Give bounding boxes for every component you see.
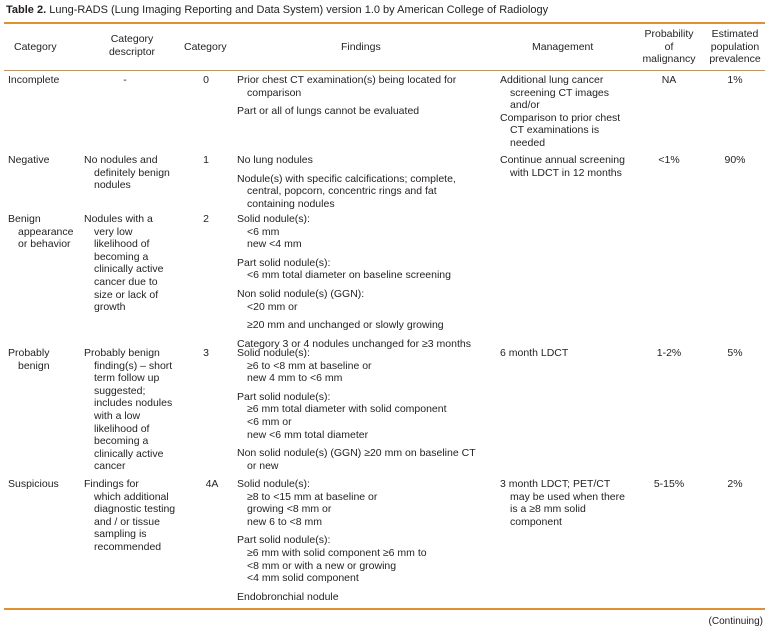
row-probably-descriptor: Probably benign finding(s) – short term follow up suggested; includes nodules with a low likelihood of becoming a clinically active cancer — [84, 347, 173, 473]
row-negative-probability: <1% — [658, 154, 680, 166]
top-rule — [4, 22, 765, 24]
caption-label: Table 2. — [6, 4, 47, 16]
row-negative-management: Continue annual screening with LDCT in 12 months — [500, 154, 625, 179]
row-incomplete-category: Incomplete — [8, 74, 60, 86]
row-suspicious-category: Suspicious — [8, 478, 59, 490]
header-findings: Findings — [341, 41, 381, 53]
header-management: Management — [532, 41, 594, 53]
row-negative-descriptor: No nodules and definitely benign nodules — [84, 154, 170, 192]
row-suspicious-management: 3 month LDCT; PET/CT may be used when there is a ≥8 mm solid component — [500, 478, 625, 528]
table-caption — [6, 4, 548, 16]
header-rule — [4, 70, 765, 71]
row-probably-category: Probably benign — [8, 347, 50, 372]
row-incomplete-findings: Prior chest CT examination(s) being located for comparison Part or all of lungs cannot be evaluated — [237, 74, 457, 118]
row-suspicious-findings: Solid nodule(s): ≥8 to <15 mm at baseline or growing <8 mm or new 6 to <8 mm Part solid nodule(s): ≥6 mm with solid component ≥6 mm to <8 mm or with a new or growing <4 mm solid component Endobronchial nodule — [237, 478, 427, 603]
row-probably-prevalence: 5% — [727, 347, 743, 359]
row-benign-descriptor: Nodules with a very low likelihood of becoming a clinically active cancer due to size or lack of growth — [84, 213, 164, 314]
row-probably-probability: 1-2% — [656, 347, 682, 359]
header-descriptor: Category descriptor — [108, 33, 156, 58]
row-benign-number: 2 — [203, 213, 209, 225]
row-probably-number: 3 — [203, 347, 209, 359]
header-category-number: Category — [184, 41, 227, 53]
row-suspicious-probability: 5-15% — [653, 478, 685, 490]
row-benign-category: Benign appearance or behavior — [8, 213, 74, 251]
row-incomplete-number: 0 — [203, 74, 209, 86]
row-benign-findings: Solid nodule(s): <6 mm new <4 mm Part solid nodule(s): <6 mm total diameter on baseline screening Non solid nodule(s) (GGN): <20 mm or ≥20 mm and unchanged or slowly growing Category 3 or 4 nodules unchanged for ≥3 months — [237, 213, 471, 350]
continuing-note: (Continuing) — [708, 616, 763, 627]
row-negative-findings: No lung nodules Nodule(s) with specific calcifications; complete, central, popcorn, concentric rings and fat containing nodules — [237, 154, 456, 210]
row-negative-category: Negative — [8, 154, 50, 166]
row-incomplete-management: Additional lung cancer screening CT images and/or Comparison to prior chest CT examinations is needed — [500, 74, 621, 149]
header-category: Category — [14, 41, 57, 53]
row-suspicious-descriptor: Findings for which additional diagnostic testing and / or tissue sampling is recommended — [84, 478, 176, 553]
row-probably-findings: Solid nodule(s): ≥6 to <8 mm at baseline or new 4 mm to <6 mm Part solid nodule(s): ≥6 mm total diameter with solid component <6 mm or new <6 mm total diameter Non solid nodule(s) (GGN) ≥20 mm on baseline CT or new — [237, 347, 476, 472]
header-prevalence: Estimated population prevalence — [709, 28, 761, 66]
row-suspicious-number: 4A — [205, 478, 219, 490]
row-suspicious-prevalence: 2% — [727, 478, 743, 490]
caption-text: Lung-RADS (Lung Imaging Reporting and Data System) version 1.0 by American College of Radiology — [49, 4, 549, 16]
row-negative-prevalence: 90% — [724, 154, 746, 166]
row-negative-number: 1 — [203, 154, 209, 166]
row-incomplete-probability: NA — [661, 74, 677, 86]
row-incomplete-prevalence: 1% — [727, 74, 743, 86]
bottom-rule — [4, 608, 765, 610]
row-probably-management: 6 month LDCT — [500, 347, 569, 359]
row-incomplete-descriptor: - — [123, 74, 127, 86]
header-probability: Probability of malignancy — [642, 28, 696, 66]
